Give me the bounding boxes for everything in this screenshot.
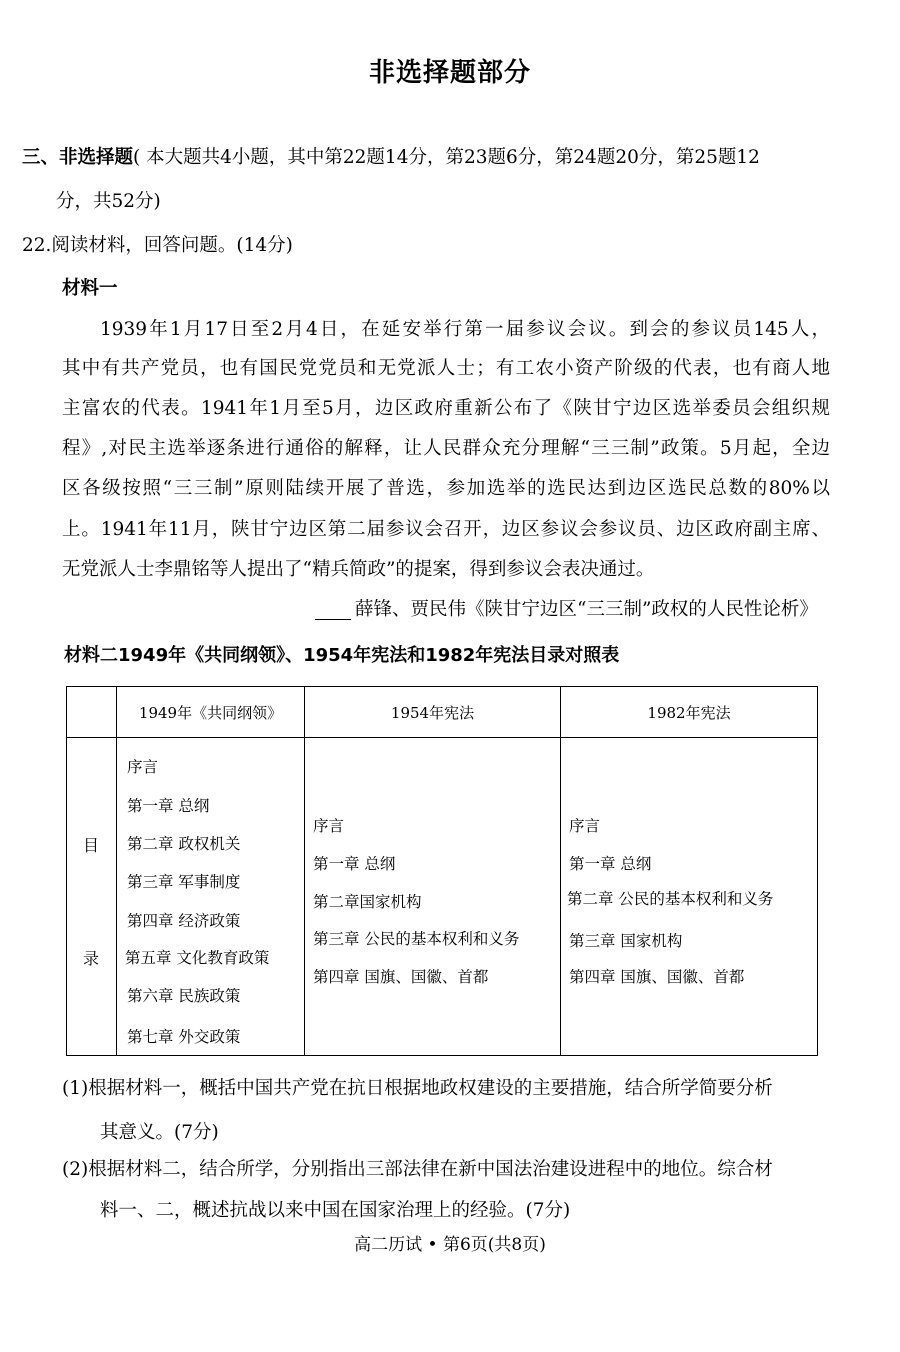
header-1949: 1949年《共同纲领》: [117, 687, 305, 738]
material-1-line: 主富农的代表。1941年1月至5月，边区政府重新公布了《陕甘宁边区选举委员会组织规: [62, 398, 830, 419]
toc-1954-item: 第三章 公民的基本权利和义务: [313, 930, 520, 948]
toc-1954-item: 第二章国家机构: [313, 893, 422, 911]
material-1-line: 程》,对民主选举逐条进行通俗的解释，让人民群众充分理解“三三制”政策。5月起，全边: [62, 438, 830, 459]
material-1-source: 薛锋、贾民伟《陕甘宁边区“三三制”政权的人民性论析》: [355, 599, 818, 620]
source-dash-line: [315, 619, 351, 620]
col-1949-cell: [117, 738, 305, 1056]
row-label-lu: 录: [83, 949, 100, 968]
col-1954-cell: [305, 738, 561, 1056]
question-22-heading: 22.阅读材料，回答问题。(14分): [22, 235, 293, 256]
section-header: [22, 146, 760, 170]
toc-1954-item: 序言: [313, 817, 345, 835]
table-body-row: [67, 738, 818, 1056]
toc-1949-item: 第七章 外交政策: [127, 1028, 241, 1046]
sub-question-2-line1: (2)根据材料二，结合所学，分别指出三部法律在新中国法治建设进程中的地位。综合材: [62, 1159, 773, 1180]
constitution-toc-table: [66, 686, 818, 1056]
sub-question-2-line2: 料一、二，概述抗战以来中国在国家治理上的经验。(7分): [100, 1200, 571, 1221]
toc-1949-item: 第一章 总纲: [127, 797, 210, 815]
toc-1949-item: 第二章 政权机关: [127, 835, 241, 853]
col-1982-cell: [561, 738, 818, 1056]
sub-question-1-line2: 其意义。(7分): [100, 1122, 219, 1143]
material-1-line: 无党派人士李鼎铭等人提出了“精兵简政”的提案，得到参议会表决通过。: [62, 559, 655, 580]
header-1954: 1954年宪法: [305, 687, 561, 738]
toc-1949-item: 第三章 军事制度: [127, 873, 241, 891]
material-1-line: 其中有共产党员，也有国民党党员和无党派人士；有工农小资产阶级的代表，也有商人地: [62, 358, 830, 379]
sub-question-1-line1: (1)根据材料一，概括中国共产党在抗日根据地政权建设的主要措施，结合所学简要分析: [62, 1078, 773, 1099]
table-corner-cell: [67, 687, 117, 738]
material-1-line: 区各级按照“三三制”原则陆续开展了普选，参加选举的选民达到边区选民总数的80%以: [62, 478, 830, 499]
row-label-cell: [67, 738, 117, 1056]
toc-1949-item: 第四章 经济政策: [127, 912, 241, 930]
toc-1982-item: 序言: [569, 817, 601, 835]
toc-1954-item: 第四章 国旗、国徽、首都: [313, 968, 489, 986]
section-label: 三、非选择题: [22, 147, 134, 168]
toc-1949-item: 第六章 民族政策: [127, 987, 241, 1005]
section-desc-line2: 分，共52分): [56, 191, 161, 212]
material-1-label: 材料一: [62, 278, 118, 299]
page-footer: 高二历试 • 第6页(共8页): [354, 1235, 546, 1255]
toc-1949-item: 序言: [127, 758, 159, 776]
material-1-line: 上。1941年11月，陕甘宁边区第二届参议会召开，边区参议会参议员、边区政府副主席、: [62, 519, 830, 540]
toc-1982-item: 第三章 国家机构: [569, 932, 683, 950]
toc-1949-item: 第五章 文化教育政策: [125, 949, 270, 967]
row-label-mu: 目: [83, 836, 100, 855]
material-1-line: 1939年1月17日至2月4日，在延安举行第一届参议会议。到会的参议员145人，: [100, 319, 830, 340]
toc-1954-item: 第一章 总纲: [313, 855, 396, 873]
page-title: 非选择题部分: [368, 58, 531, 88]
header-1982: 1982年宪法: [561, 687, 818, 738]
section-desc-line1: ( 本大题共4小题，其中第22题14分，第23题6分，第24题20分，第25题12: [133, 147, 760, 168]
table-header-row: [67, 687, 818, 738]
toc-1982-item: 第二章 公民的基本权利和义务: [567, 890, 774, 908]
toc-1982-item: 第四章 国旗、国徽、首都: [569, 968, 745, 986]
material-2-label: 材料二1949年《共同纲领》、1954年宪法和1982年宪法目录对照表: [64, 645, 620, 666]
toc-1982-item: 第一章 总纲: [569, 855, 652, 873]
